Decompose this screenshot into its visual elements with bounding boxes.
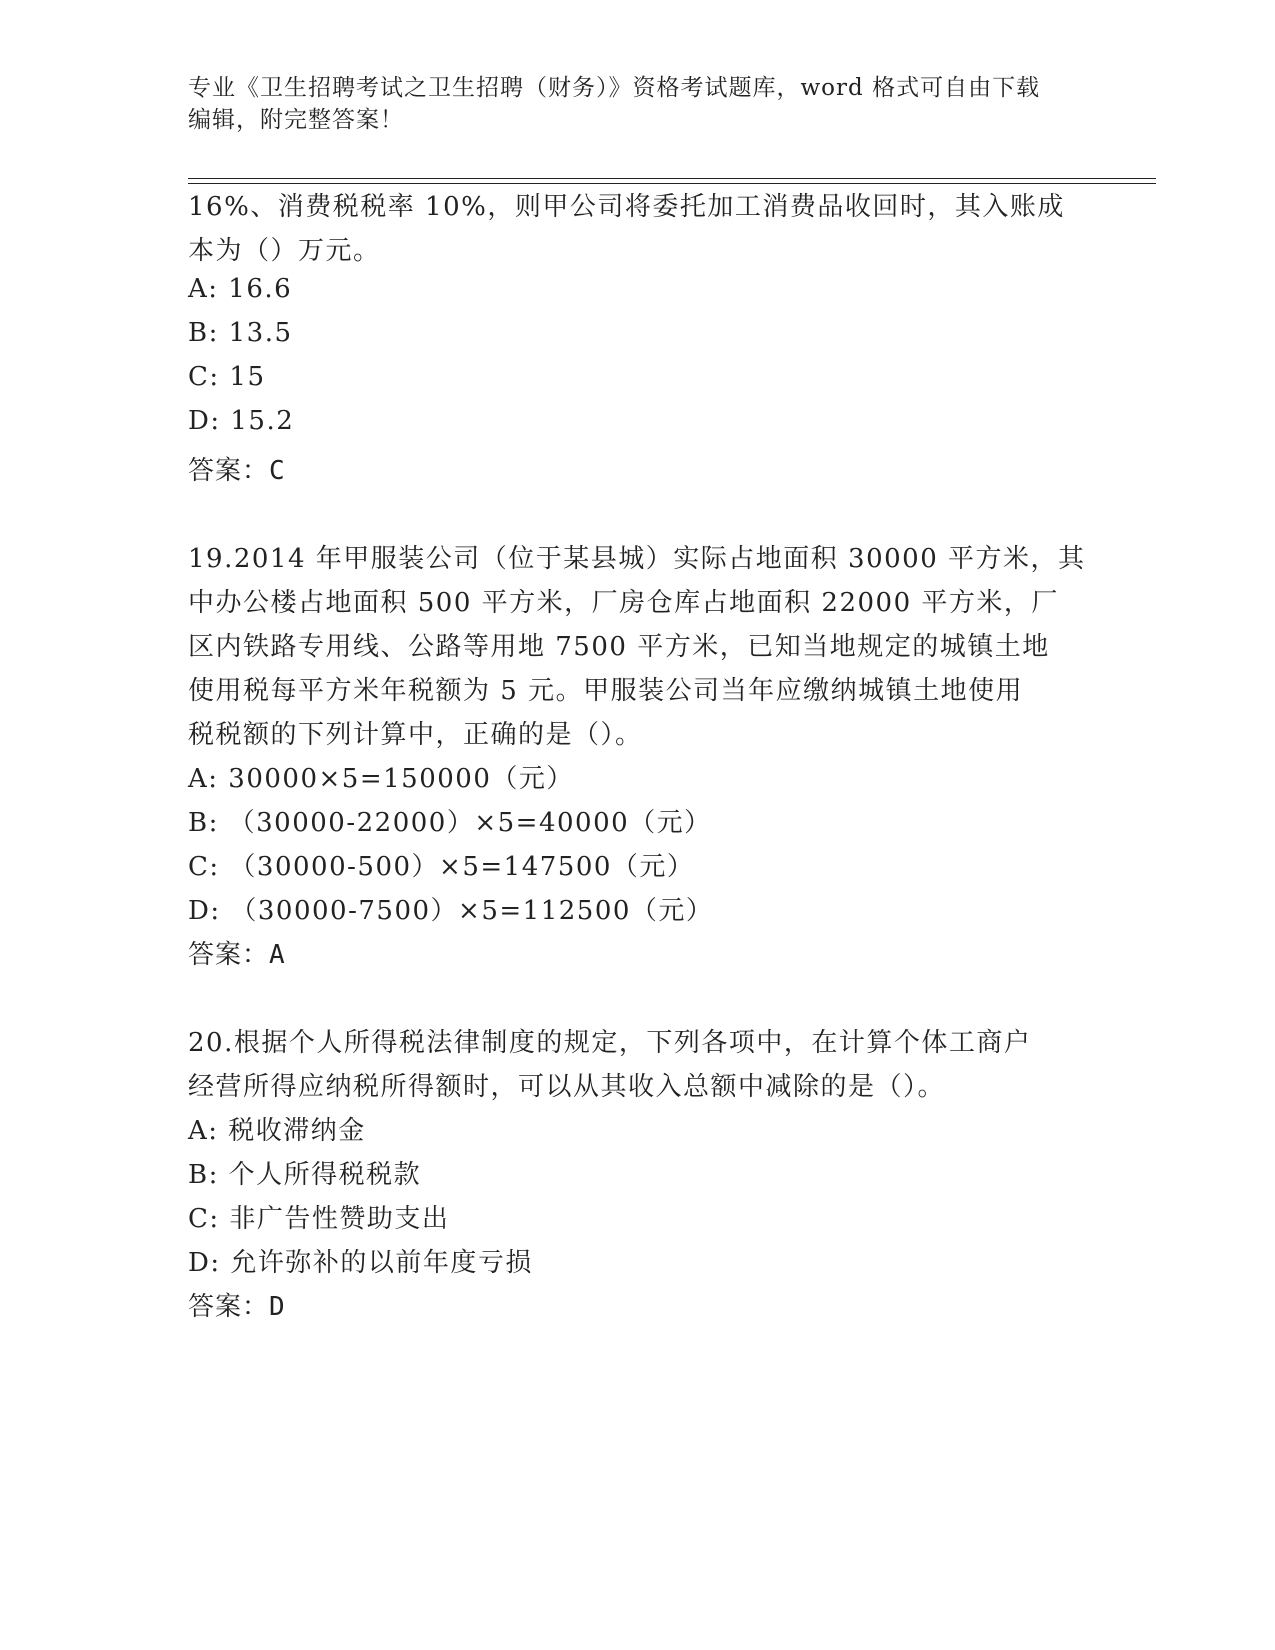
answer-value: A: [269, 940, 286, 970]
option-b: B: （30000-22000）×5=40000（元）: [188, 808, 712, 838]
option-b: B: 个人所得税税款: [188, 1160, 422, 1190]
answer: [188, 1286, 286, 1323]
answer-value: D: [269, 1292, 286, 1322]
question-stem-line: 20.根据个人所得税法律制度的规定，下列各项中，在计算个体工商户: [188, 1028, 1032, 1058]
option-b: B: 13.5: [188, 318, 293, 348]
option-c: C: 15: [188, 362, 266, 392]
header-line-2: 编辑，附完整答案！: [188, 107, 404, 133]
header-divider-bottom: [188, 183, 1156, 184]
question-stem-line: 区内铁路专用线、公路等用地 7500 平方米，已知当地规定的城镇土地: [188, 632, 1050, 662]
answer-label: 答案：: [188, 456, 270, 486]
option-c: C: （30000-500）×5=147500（元）: [188, 852, 695, 882]
question-stem-line: 经营所得应纳税所得额时，可以从其收入总额中减除的是（）。: [188, 1072, 946, 1102]
answer-value: C: [269, 456, 286, 486]
document-header: [188, 72, 1088, 136]
option-a: A: 16.6: [188, 274, 293, 304]
option-d: D: （30000-7500）×5=112500（元）: [188, 896, 714, 926]
answer-label: 答案：: [188, 940, 270, 970]
question-stem-line: 19.2014 年甲服装公司（位于某县城）实际占地面积 30000 平方米，其: [188, 544, 1086, 574]
question-stem-line: 税税额的下列计算中，正确的是（）。: [188, 720, 643, 750]
question-stem-line: 16%、消费税税率 10%，则甲公司将委托加工消费品收回时，其入账成: [188, 192, 1065, 222]
answer: [188, 934, 286, 971]
question-stem-line: 本为（）万元。: [188, 236, 381, 266]
header-line-1: 专业《卫生招聘考试之卫生招聘（财务）》资格考试题库，word 格式可自由下载: [188, 75, 1041, 101]
answer-label: 答案：: [188, 1292, 270, 1322]
option-d: D: 允许弥补的以前年度亏损: [188, 1248, 533, 1278]
question-stem-line: 中办公楼占地面积 500 平方米，厂房仓库占地面积 22000 平方米，厂: [188, 588, 1059, 618]
question-stem-line: 使用税每平方米年税额为 5 元。甲服装公司当年应缴纳城镇土地使用: [188, 676, 1024, 706]
option-d: D: 15.2: [188, 406, 295, 436]
header-divider-top: [188, 178, 1156, 179]
option-c: C: 非广告性赞助支出: [188, 1204, 450, 1234]
option-a: A: 30000×5=150000（元）: [188, 764, 574, 794]
option-a: A: 税收滞纳金: [188, 1116, 366, 1146]
answer: [188, 450, 286, 487]
